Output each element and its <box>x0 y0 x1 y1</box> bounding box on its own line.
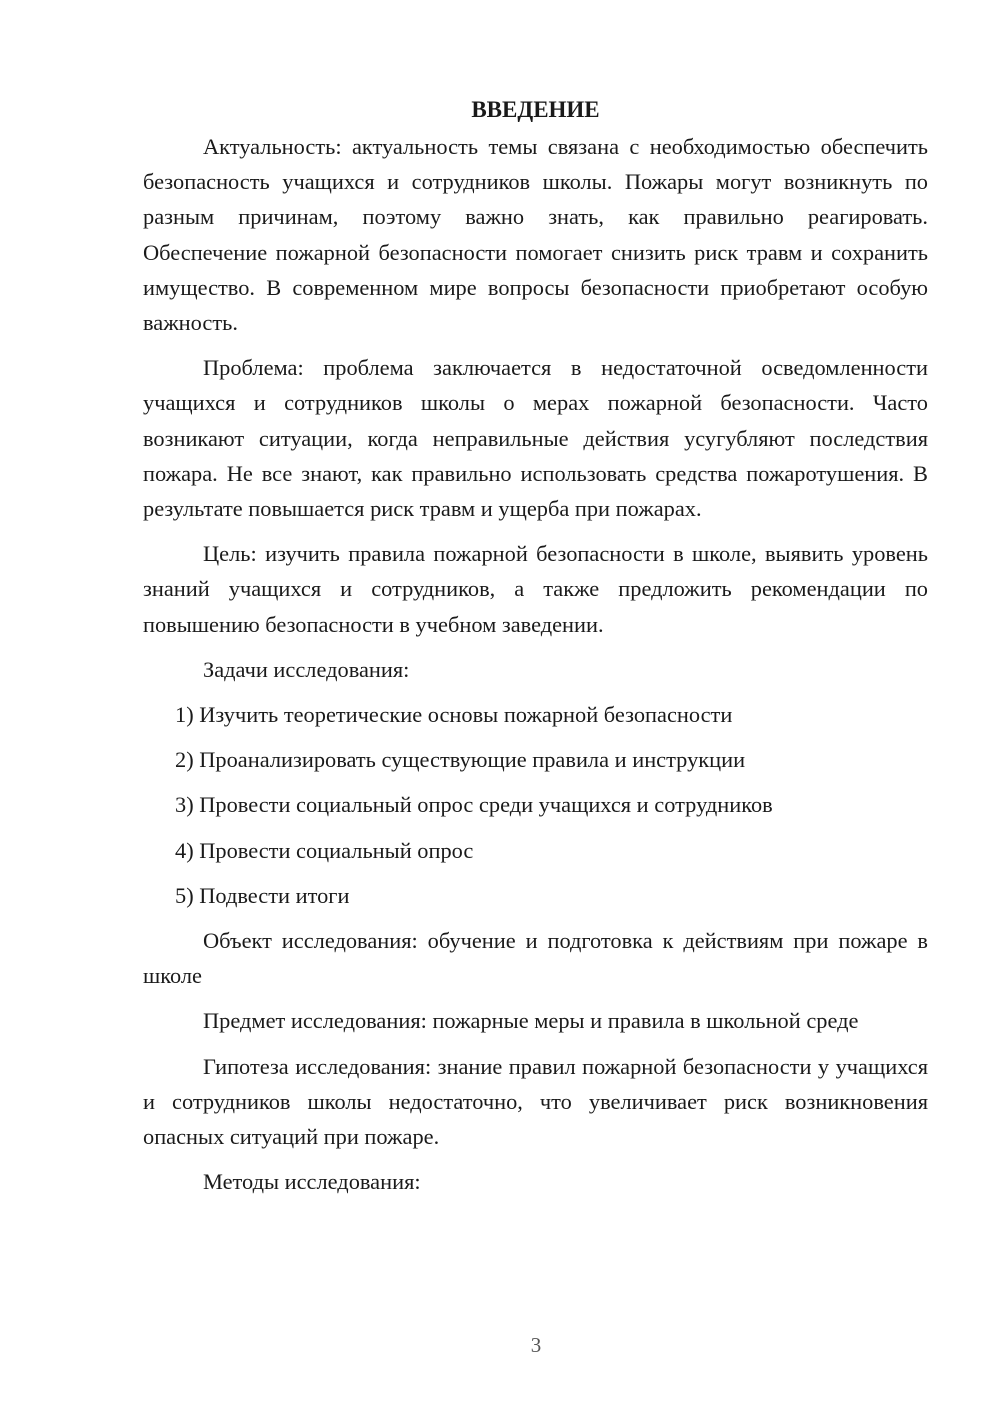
hypothesis-paragraph: Гипотеза исследования: знание правил пожарной безопасности у учащихся и сотрудников школы недостаточно, что увеличивает риск возникновения опасных ситуаций при пожаре. <box>143 1053 928 1150</box>
subject-paragraph: Предмет исследования: пожарные меры и правила в школьной среде <box>203 1008 859 1034</box>
list-item: 1) Изучить теоретические основы пожарной безопасности <box>175 702 733 728</box>
list-item: 2) Проанализировать существующие правила и инструкции <box>175 747 746 773</box>
document-page <box>143 92 928 1209</box>
list-item: 4) Провести социальный опрос <box>175 837 474 863</box>
list-item: 5) Подвести итоги <box>175 882 350 908</box>
relevance-paragraph: Актуальность: актуальность темы связана с необходимостью обеспечить безопасность учащихся и сотрудников школы. Пожары могут возникнуть по разным причинам, поэтому важно знать, как правильно реагировать. Обеспечение пожарной безопасности помогает снизить риск травм и сохранить имущество. В современном мире вопросы безопасности приобретают особую важность. <box>143 134 928 336</box>
object-paragraph: Объект исследования: обучение и подготовка к действиям при пожаре в школе <box>143 928 928 989</box>
tasks-heading: Задачи исследования: <box>203 656 410 682</box>
problem-paragraph: Проблема: проблема заключается в недостаточной осведомленности учащихся и сотрудников школы о мерах пожарной безопасности. Часто возникают ситуации, когда неправильные действия усугубляют последствия пожара. Не все знают, как правильно использовать средства пожаротушения. В результате повышается риск травм и ущерба при пожарах. <box>143 355 928 522</box>
methods-heading: Методы исследования: <box>203 1169 421 1195</box>
goal-paragraph: Цель: изучить правила пожарной безопасности в школе, выявить уровень знаний учащихся и сотрудников, а также предложить рекомендации по повышению безопасности в учебном заведении. <box>143 541 928 637</box>
page-title: ВВЕДЕНИЕ <box>471 97 600 122</box>
tasks-list <box>143 697 928 913</box>
list-item: 3) Провести социальный опрос среди учащихся и сотрудников <box>175 792 773 818</box>
page-number: 3 <box>530 1333 542 1357</box>
